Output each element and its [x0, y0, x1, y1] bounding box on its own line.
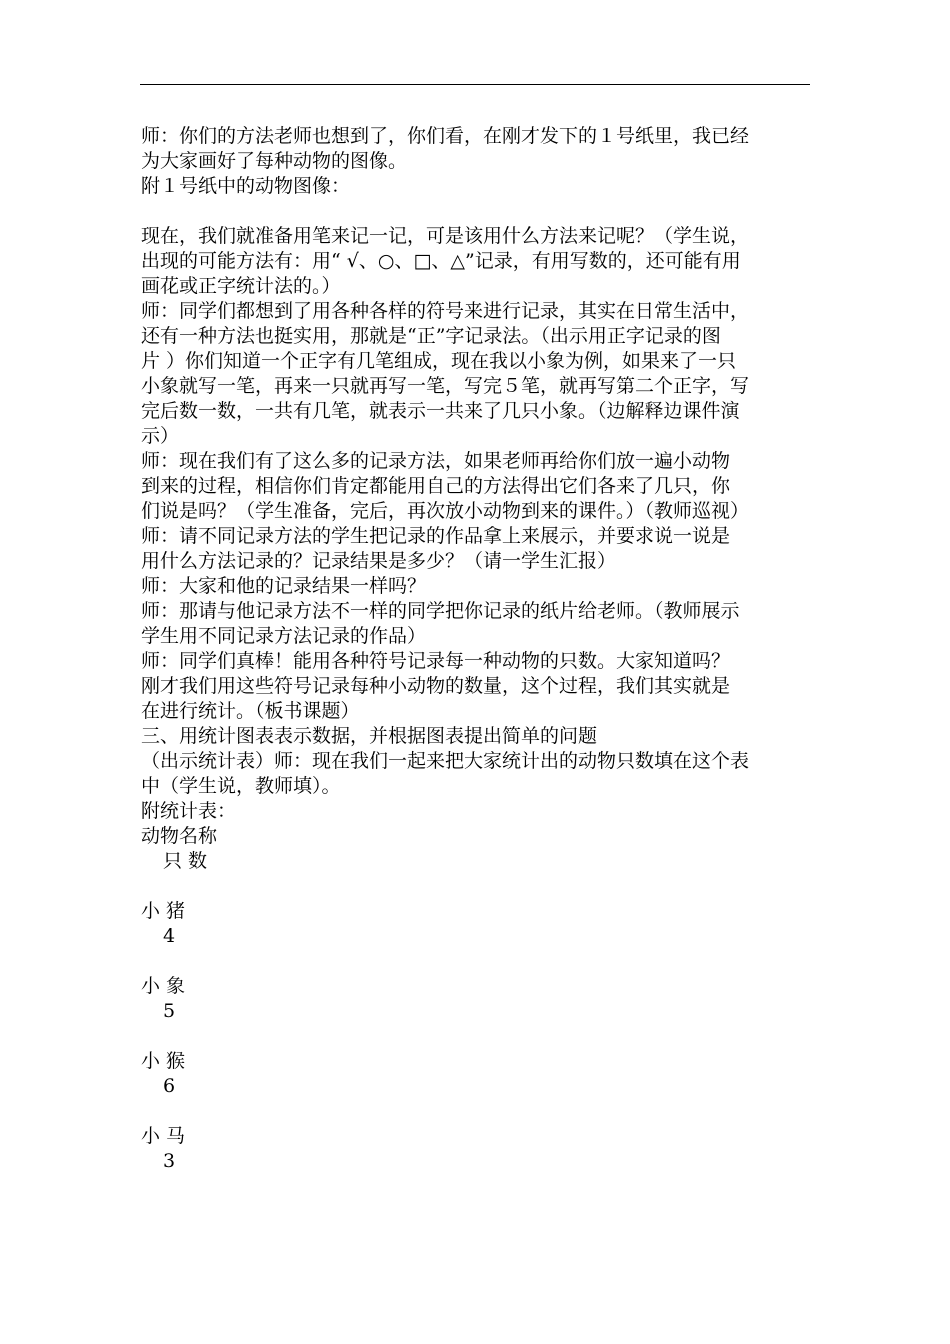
- table-row: [141, 974, 813, 1049]
- text-line: 师：现在我们有了这么多的记录方法，如果老师再给你们放一遍小动物: [141, 450, 731, 472]
- text-line: 还有一种方法也挺实用，那就是“正”字记录法。（出示用正字记录的图: [141, 325, 721, 347]
- blank-line: [141, 1024, 813, 1049]
- text-line: 片 ）你们知道一个正字有几笔组成，现在我以小象为例，如果来了一只: [141, 350, 737, 372]
- animal-count: 3: [163, 1150, 176, 1172]
- text-line: 师：同学们真棒！能用各种符号记录每一种动物的只数。大家知道吗？: [141, 650, 731, 672]
- animal-name: 小 猪: [141, 900, 186, 922]
- animal-name: 小 猴: [141, 1050, 186, 1072]
- text-line: 到来的过程，相信你们肯定都能用自己的方法得出它们各来了几只，你: [141, 475, 731, 497]
- text-line: 师：同学们都想到了用各种各样的符号来进行记录，其实在日常生活中，: [141, 300, 750, 322]
- text-line: 们说是吗？（学生准备，完后，再次放小动物到来的课件。）（教师巡视）: [141, 500, 750, 522]
- section-heading: 三、用统计图表表示数据，并根据图表提出简单的问题: [141, 725, 598, 747]
- text-line: 学生用不同记录方法记录的作品）: [141, 625, 427, 647]
- text-line: 出现的可能方法有：用“ √、○、□、△”记录，有用写数的，还可能有用: [141, 250, 741, 272]
- table-header-count: 只 数: [163, 850, 208, 872]
- text-line: 画花或正字统计法的。）: [141, 275, 341, 297]
- text-line: （出示统计表）师：现在我们一起来把大家统计出的动物只数填在这个表: [141, 750, 750, 772]
- blank-line: [141, 949, 813, 974]
- animal-name: 小 马: [141, 1125, 186, 1147]
- text-line: 附统计表：: [141, 800, 237, 822]
- text-line: 中（学生说，教师填）。: [141, 775, 341, 797]
- animal-count: 5: [163, 1000, 176, 1022]
- text-line: 师：请不同记录方法的学生把记录的作品拿上来展示，并要求说一说是: [141, 525, 731, 547]
- header-rule: [140, 84, 810, 85]
- text-line: 用什么方法记录的？记录结果是多少？（请一学生汇报）: [141, 550, 617, 572]
- text-line: 现在，我们就准备用笔来记一记，可是该用什么方法来记呢？（学生说，: [141, 225, 750, 247]
- document-body: [141, 124, 813, 1174]
- table-row: [141, 1049, 813, 1124]
- animal-name: 小 象: [141, 975, 186, 997]
- text-line: 完后数一数，一共有几笔，就表示一共来了几只小象。（边解释边课件演: [141, 400, 740, 422]
- text-line: 示）: [141, 425, 180, 447]
- table-header-animal-name: 动物名称: [141, 825, 218, 847]
- blank-line: [141, 874, 813, 899]
- text-line: 为大家画好了每种动物的图像。: [141, 150, 408, 172]
- text-line: 小象就写一笔，再来一只就再写一笔，写完５笔，就再写第二个正字，写: [141, 375, 750, 397]
- animal-count: 4: [163, 925, 176, 947]
- blank-line: [141, 1099, 813, 1124]
- blank-line: [141, 199, 813, 224]
- text-line: 师：你们的方法老师也想到了，你们看，在刚才发下的１号纸里，我已经: [141, 125, 750, 147]
- animal-count: 6: [163, 1075, 176, 1097]
- table-row: [141, 899, 813, 974]
- text-line: 师：那请与他记录方法不一样的同学把你记录的纸片给老师。（教师展示: [141, 600, 740, 622]
- text-line: 附１号纸中的动物图像：: [141, 175, 351, 197]
- table-row: [141, 1124, 813, 1174]
- statistics-table: [141, 824, 813, 1174]
- text-line: 在进行统计。（板书课题）: [141, 700, 360, 722]
- text-line: 刚才我们用这些符号记录每种小动物的数量，这个过程，我们其实就是: [141, 675, 731, 697]
- text-line: 师：大家和他的记录结果一样吗？: [141, 575, 427, 597]
